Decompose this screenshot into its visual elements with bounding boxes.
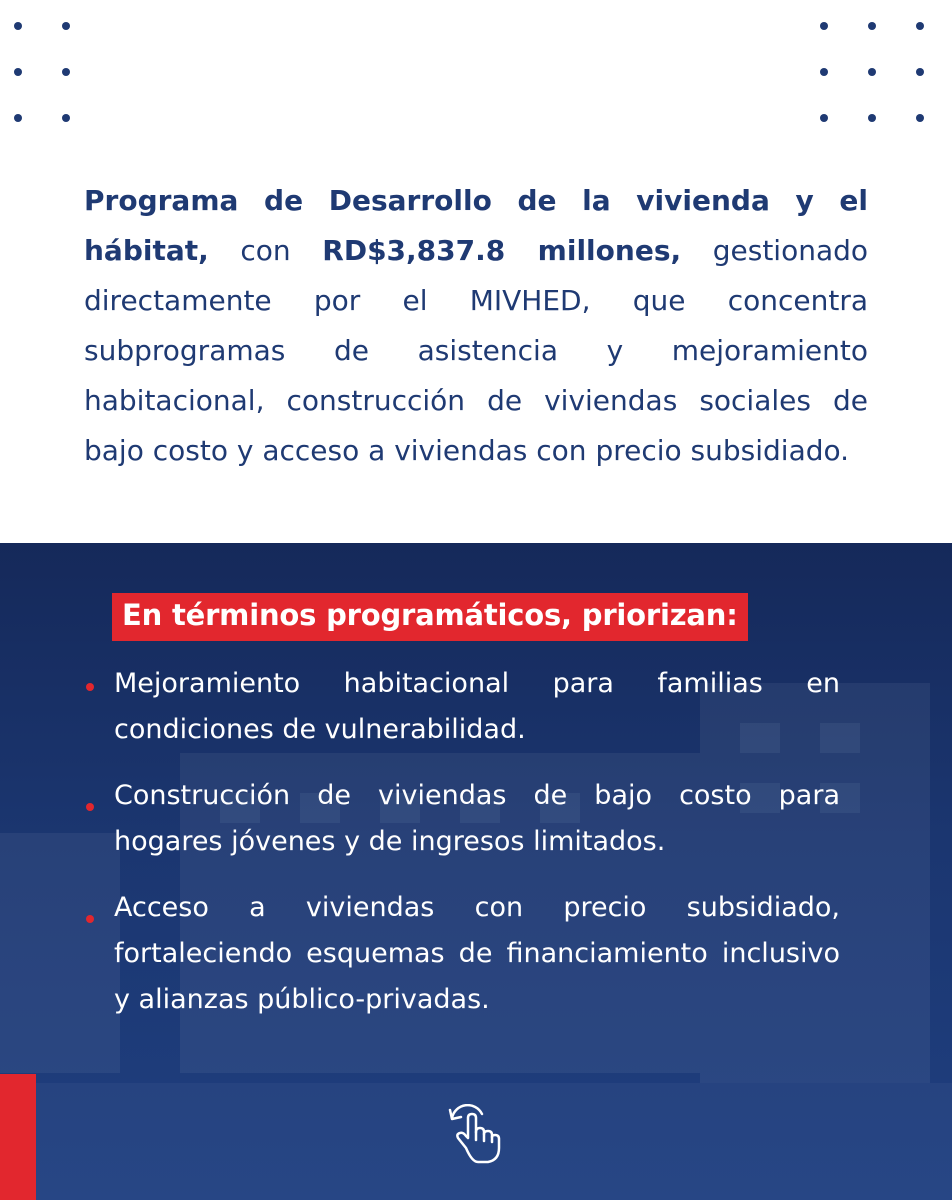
dot	[14, 22, 22, 30]
dot	[14, 68, 22, 76]
intro-paragraph	[84, 176, 868, 476]
decorative-dots-left	[14, 22, 70, 122]
dot	[868, 22, 876, 30]
list-item-text: Mejoramiento habitacional para familias en condiciones de vulnerabilidad.	[114, 668, 840, 745]
dot	[820, 114, 828, 122]
intro-text-2: gestionado directamente por el MIVHED, que concentra subprogramas de asistencia y mejoramiento habitacional, construcción de viviendas sociales de bajo costo y acceso a viviendas con precio subsidiado.	[84, 234, 869, 467]
dot	[916, 68, 924, 76]
dot	[868, 114, 876, 122]
budget-amount: RD$3,837.8 millones,	[322, 234, 682, 267]
dot	[868, 68, 876, 76]
bullet-dot	[86, 683, 94, 691]
priorities-panel	[0, 543, 952, 1200]
priorities-list	[84, 661, 840, 1043]
list-item-text: Construcción de viviendas de bajo costo para hogares jóvenes y de ingresos limitados.	[114, 780, 840, 857]
list-item	[84, 885, 840, 1023]
list-item	[84, 661, 840, 753]
dot	[62, 114, 70, 122]
dot	[14, 114, 22, 122]
red-accent-bar	[0, 1074, 36, 1200]
dot	[820, 68, 828, 76]
program-name: Programa de Desarrollo de la vivienda y el hábitat,	[84, 184, 868, 267]
list-item-text: Acceso a viviendas con precio subsidiado, fortaleciendo esquemas de financiamiento inclusivo y alianzas público-privadas.	[114, 892, 840, 1015]
list-item	[84, 773, 840, 865]
section-heading-box	[112, 593, 748, 641]
bullet-dot	[86, 915, 94, 923]
dot	[916, 114, 924, 122]
swipe-hand-icon[interactable]	[448, 1104, 504, 1166]
bullet-dot	[86, 803, 94, 811]
dot	[820, 22, 828, 30]
dot	[916, 22, 924, 30]
decorative-dots-right	[820, 22, 924, 122]
section-heading: En términos programáticos, priorizan:	[122, 598, 738, 632]
intro-text-1: con	[208, 234, 323, 267]
dot	[62, 22, 70, 30]
dot	[62, 68, 70, 76]
